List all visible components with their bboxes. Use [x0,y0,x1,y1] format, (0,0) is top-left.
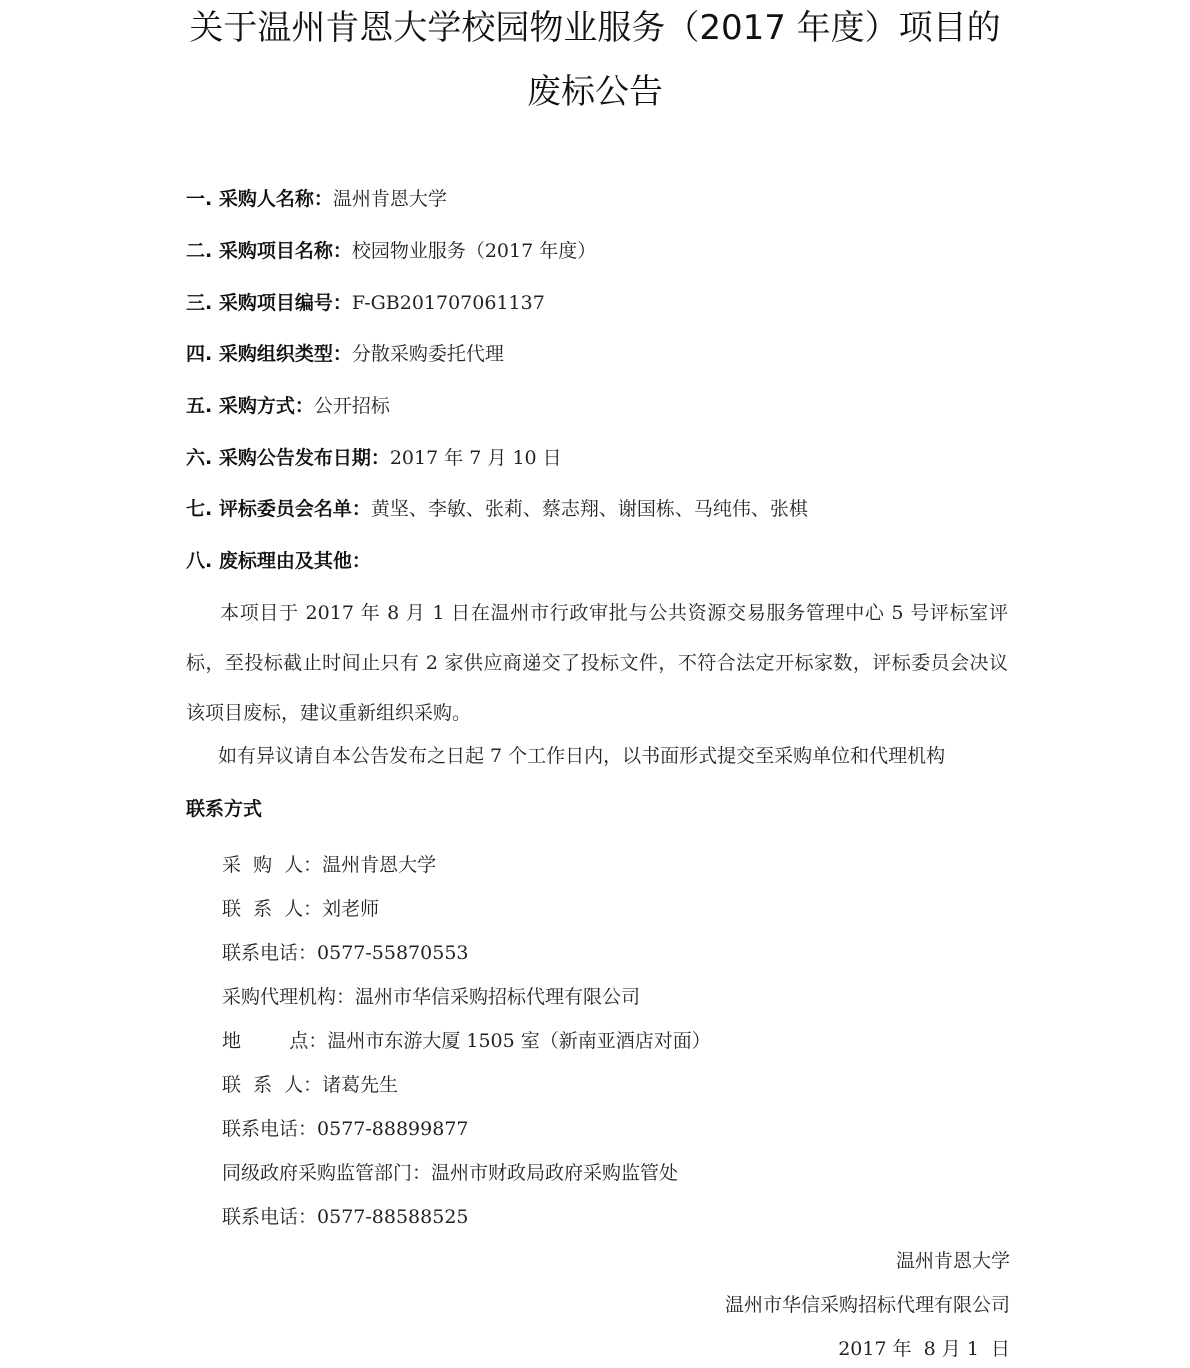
contact-supervisor [222,1160,678,1186]
contact-label: 联系电话： [222,1206,318,1228]
item-purchaser-name [186,186,447,212]
signature-date: 2017 年 8 月 1 日 [838,1338,1010,1360]
contact-label: 同级政府采购监管部门： [222,1162,432,1184]
contact-label: 联系电话： [222,942,318,964]
contact-label: 采 购 人： [222,854,323,876]
contact-person-1 [222,896,379,922]
contact-value: 诸葛先生 [322,1074,399,1096]
contact-label: 地 点： [222,1030,328,1052]
contact-label: 联 系 人： [222,898,323,920]
contact-phone-2 [222,1116,469,1142]
item-project-name [186,238,596,264]
objection-paragraph: 如有异议请自本公告发布之日起 7 个工作日内，以书面形式提交至采购单位和代理机构 [218,745,946,767]
item-value: 校园物业服务（2017 年度） [351,240,597,262]
item-value: 黄坚、李敏、张莉、蔡志翔、谢国栋、马纯伟、张棋 [370,498,808,520]
item-purchase-method [186,393,390,419]
signature-org-1: 温州肯恩大学 [895,1250,1010,1272]
contact-value: 0577-88899877 [317,1118,469,1140]
contact-label: 联 系 人： [222,1074,323,1096]
item-label: 四. 采购组织类型： [186,343,352,365]
item-label: 六. 采购公告发布日期： [186,447,390,469]
contact-purchaser [222,852,436,878]
contact-heading: 联系方式 [186,798,263,820]
contact-value: 温州市财政局政府采购监管处 [431,1162,679,1184]
item-value: F-GB201707061137 [351,292,545,314]
item-label: 七. 评标委员会名单： [186,498,371,520]
item-label: 三. 采购项目编号： [186,292,352,314]
contact-value: 刘老师 [322,898,380,920]
contact-value: 温州市东游大厦 1505 室（新南亚酒店对面） [327,1030,711,1052]
contact-value: 温州市华信采购招标代理有限公司 [355,986,641,1008]
document-title-line-2: 废标公告 [527,72,663,112]
item-value: 公开招标 [313,395,390,417]
contact-phone-3 [222,1204,469,1230]
contact-agency [222,984,640,1010]
item-label: 二. 采购项目名称： [186,240,352,262]
item-value: 分散采购委托代理 [351,343,504,365]
contact-value: 0577-88588525 [317,1206,469,1228]
contact-label: 采购代理机构： [222,986,356,1008]
contact-person-2 [222,1072,398,1098]
reason-paragraph: 本项目于 2017 年 8 月 1 日在温州市行政审批与公共资源交易服务管理中心 5 号评标室评标，至投标截止时间止只有 2 家供应商递交了投标文件，不符合法定开标家数，评标委员会决议该项目废标，建议重新组织采购。 [186,602,1008,724]
document-title-line-1: 关于温州肯恩大学校园物业服务（2017 年度）项目的 [189,8,1001,48]
item-value: 2017 年 7 月 10 日 [389,447,562,469]
item-label: 五. 采购方式： [186,395,314,417]
contact-value: 温州肯恩大学 [322,854,437,876]
signature-org-2: 温州市华信采购招标代理有限公司 [724,1294,1010,1316]
item-label: 八. 废标理由及其他： [186,550,371,572]
item-cancellation-reason [186,548,371,574]
item-committee-list [186,496,808,522]
item-organization-type [186,341,504,367]
item-announcement-date [186,445,562,471]
contact-phone-1 [222,940,469,966]
contact-label: 联系电话： [222,1118,318,1140]
item-label: 一. 采购人名称： [186,188,333,210]
contact-value: 0577-55870553 [317,942,469,964]
item-project-number [186,290,545,316]
contact-address [222,1028,711,1054]
item-value: 温州肯恩大学 [332,188,447,210]
